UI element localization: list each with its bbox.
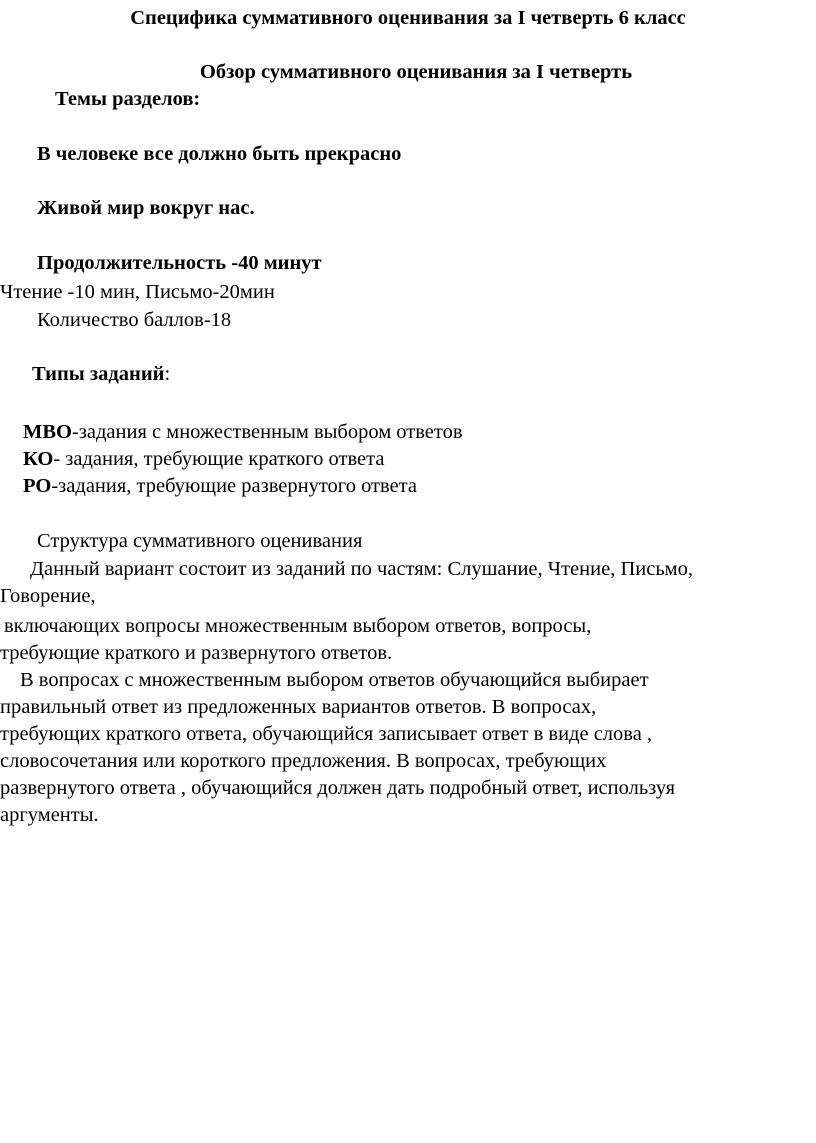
duration-line: Продолжительность -40 минут bbox=[37, 252, 322, 274]
body-line: Говорение, bbox=[0, 585, 96, 607]
body-line: развернутого ответа , обучающийся должен дать подробный ответ, используя bbox=[0, 777, 676, 799]
task-type-item bbox=[23, 419, 463, 445]
body-line: правильный ответ из предложенных вариантов ответов. В вопросах, bbox=[0, 696, 597, 718]
structure-heading: Структура суммативного оценивания bbox=[37, 530, 363, 552]
task-type-abbr: КО bbox=[23, 448, 54, 470]
task-types-heading bbox=[32, 361, 170, 387]
points-line: Количество баллов-18 bbox=[37, 309, 232, 331]
task-type-abbr: РО bbox=[23, 475, 52, 497]
body-line: включающих вопросы множественным выбором ответов, вопросы, bbox=[4, 615, 592, 637]
document-subtitle: Обзор суммативного оценивания за I четверть bbox=[199, 61, 633, 83]
body-line: требующих краткого ответа, обучающийся записывает ответ в виде слова , bbox=[0, 723, 653, 745]
document-title: Специфика суммативного оценивания за I четверть 6 класс bbox=[130, 7, 686, 29]
body-line: словосочетания или короткого предложения. В вопросах, требующих bbox=[0, 750, 607, 772]
topics-heading: Темы разделов: bbox=[55, 88, 201, 110]
topic-item: В человеке все должно быть прекрасно bbox=[37, 143, 402, 165]
body-line: Данный вариант состоит из заданий по частям: Слушание, Чтение, Письмо, bbox=[30, 558, 694, 580]
task-type-item bbox=[23, 473, 417, 499]
task-types-heading-label: Типы заданий bbox=[32, 363, 165, 385]
task-type-abbr: МВО bbox=[23, 421, 72, 443]
task-types-heading-colon: : bbox=[164, 363, 171, 385]
body-line: требующие краткого и развернутого ответов. bbox=[0, 642, 393, 664]
time-split-line: Чтение -10 мин, Письмо-20мин bbox=[0, 281, 275, 303]
task-type-item bbox=[23, 446, 384, 472]
task-type-description: -задания, требующие развернутого ответа bbox=[51, 475, 417, 497]
body-line: аргументы. bbox=[0, 804, 99, 826]
body-line: В вопросах с множественным выбором ответов обучающийся выбирает bbox=[20, 669, 649, 691]
topic-item: Живой мир вокруг нас. bbox=[37, 197, 255, 219]
task-type-description: -задания с множественным выбором ответов bbox=[71, 421, 463, 443]
task-type-description: - задания, требующие краткого ответа bbox=[53, 448, 385, 470]
